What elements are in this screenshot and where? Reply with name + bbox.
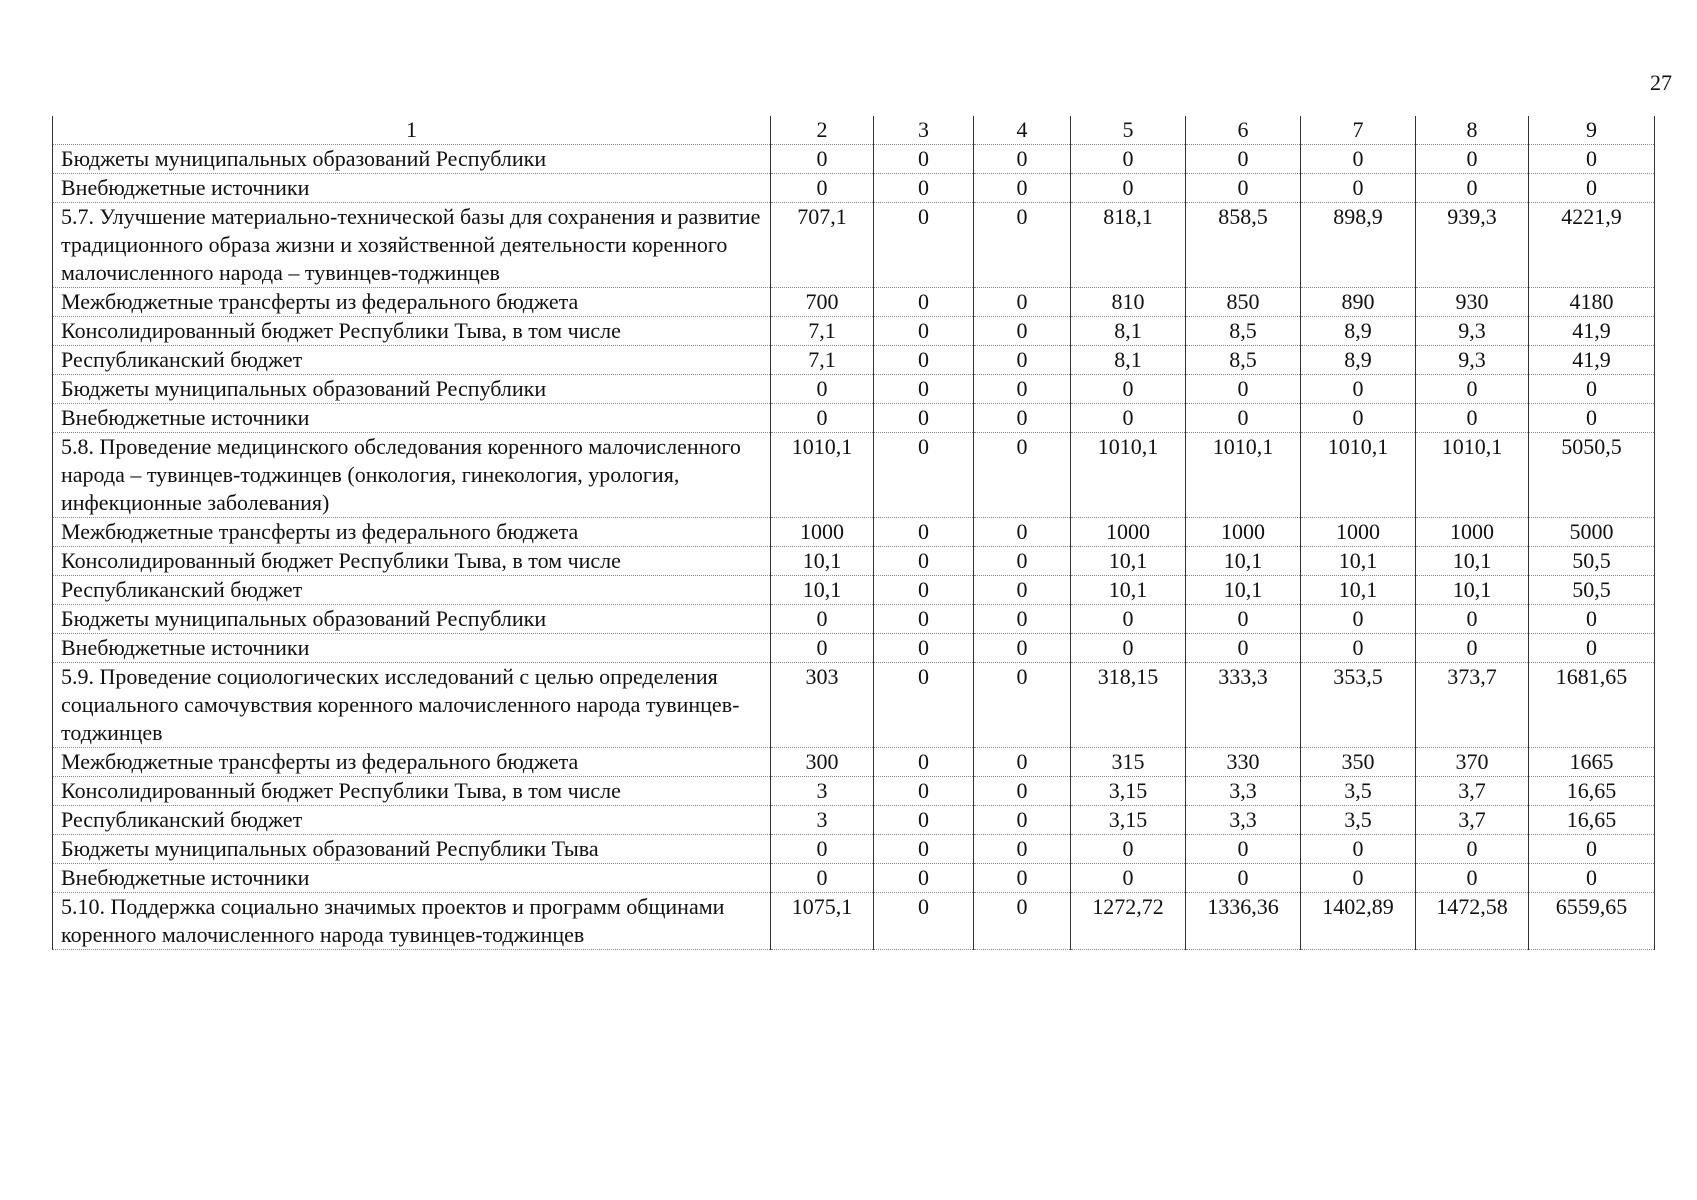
row-label: Внебюджетные источники	[53, 634, 771, 663]
row-value-col-8: 0	[1416, 404, 1529, 433]
row-value-col-5: 0	[1071, 835, 1186, 864]
row-value-col-8: 0	[1416, 174, 1529, 203]
row-value-col-8: 930	[1416, 288, 1529, 317]
row-value-col-5: 8,1	[1071, 346, 1186, 375]
row-value-col-7: 8,9	[1301, 317, 1416, 346]
row-value-col-4: 0	[974, 518, 1071, 547]
row-value-col-8: 0	[1416, 634, 1529, 663]
row-value-col-6: 3,3	[1186, 777, 1301, 806]
row-value-col-9: 50,5	[1529, 576, 1655, 605]
row-value-col-6: 1000	[1186, 518, 1301, 547]
row-value-col-6: 330	[1186, 748, 1301, 777]
row-value-col-5: 3,15	[1071, 806, 1186, 835]
row-value-col-4: 0	[974, 433, 1071, 518]
row-value-col-7: 10,1	[1301, 576, 1416, 605]
table-row	[53, 663, 1655, 748]
row-value-col-2: 700	[771, 288, 874, 317]
row-value-col-6: 1336,36	[1186, 893, 1301, 950]
row-value-col-4: 0	[974, 375, 1071, 404]
row-value-col-5: 10,1	[1071, 547, 1186, 576]
row-value-col-3: 0	[874, 317, 974, 346]
row-value-col-8: 0	[1416, 375, 1529, 404]
row-value-col-2: 7,1	[771, 346, 874, 375]
row-value-col-8: 3,7	[1416, 777, 1529, 806]
budget-table	[52, 116, 1655, 950]
row-value-col-2: 0	[771, 605, 874, 634]
row-label: Межбюджетные трансферты из федерального бюджета	[53, 518, 771, 547]
row-value-col-9: 0	[1529, 605, 1655, 634]
row-value-col-9: 0	[1529, 174, 1655, 203]
table-row	[53, 145, 1655, 174]
table-row	[53, 576, 1655, 605]
row-value-col-3: 0	[874, 547, 974, 576]
row-value-col-3: 0	[874, 518, 974, 547]
row-value-col-6: 0	[1186, 375, 1301, 404]
column-header-7: 7	[1301, 116, 1416, 145]
row-label: Межбюджетные трансферты из федерального бюджета	[53, 288, 771, 317]
row-value-col-3: 0	[874, 346, 974, 375]
row-value-col-5: 8,1	[1071, 317, 1186, 346]
row-label: Внебюджетные источники	[53, 864, 771, 893]
table-row	[53, 864, 1655, 893]
row-value-col-8: 10,1	[1416, 547, 1529, 576]
row-value-col-2: 707,1	[771, 203, 874, 288]
row-value-col-9: 0	[1529, 375, 1655, 404]
row-value-col-9: 1681,65	[1529, 663, 1655, 748]
row-value-col-7: 3,5	[1301, 806, 1416, 835]
row-value-col-9: 16,65	[1529, 806, 1655, 835]
page-number: 27	[1650, 70, 1672, 95]
row-value-col-5: 0	[1071, 404, 1186, 433]
row-value-col-7: 0	[1301, 174, 1416, 203]
row-value-col-7: 0	[1301, 404, 1416, 433]
table-row	[53, 174, 1655, 203]
row-value-col-3: 0	[874, 605, 974, 634]
row-value-col-9: 0	[1529, 864, 1655, 893]
row-value-col-3: 0	[874, 174, 974, 203]
row-value-col-5: 0	[1071, 375, 1186, 404]
row-value-col-9: 0	[1529, 835, 1655, 864]
column-header-3: 3	[874, 116, 974, 145]
row-value-col-4: 0	[974, 346, 1071, 375]
column-header-6: 6	[1186, 116, 1301, 145]
row-value-col-7: 0	[1301, 375, 1416, 404]
row-value-col-2: 0	[771, 145, 874, 174]
row-label: Бюджеты муниципальных образований Республики	[53, 145, 771, 174]
row-value-col-7: 8,9	[1301, 346, 1416, 375]
row-value-col-7: 0	[1301, 145, 1416, 174]
row-value-col-9: 6559,65	[1529, 893, 1655, 950]
row-value-col-8: 0	[1416, 605, 1529, 634]
row-value-col-6: 10,1	[1186, 547, 1301, 576]
row-value-col-7: 0	[1301, 634, 1416, 663]
column-header-9: 9	[1529, 116, 1655, 145]
row-value-col-6: 0	[1186, 145, 1301, 174]
row-label: 5.9. Проведение социологических исследований с целью определения социального самочувствия коренного малочисленного народа тувинцев-тоджинцев	[53, 663, 771, 748]
table-row	[53, 605, 1655, 634]
column-header-4: 4	[974, 116, 1071, 145]
column-header-5: 5	[1071, 116, 1186, 145]
row-value-col-6: 1010,1	[1186, 433, 1301, 518]
row-value-col-3: 0	[874, 576, 974, 605]
row-value-col-4: 0	[974, 404, 1071, 433]
row-value-col-6: 3,3	[1186, 806, 1301, 835]
row-value-col-6: 0	[1186, 174, 1301, 203]
table-header-row	[53, 116, 1655, 145]
row-value-col-9: 50,5	[1529, 547, 1655, 576]
row-value-col-5: 1000	[1071, 518, 1186, 547]
row-value-col-6: 0	[1186, 864, 1301, 893]
row-value-col-8: 0	[1416, 145, 1529, 174]
row-value-col-9: 4221,9	[1529, 203, 1655, 288]
row-value-col-7: 898,9	[1301, 203, 1416, 288]
row-value-col-2: 303	[771, 663, 874, 748]
row-value-col-9: 0	[1529, 145, 1655, 174]
row-value-col-4: 0	[974, 806, 1071, 835]
row-value-col-2: 7,1	[771, 317, 874, 346]
table-row	[53, 547, 1655, 576]
row-value-col-2: 0	[771, 634, 874, 663]
row-value-col-9: 0	[1529, 634, 1655, 663]
row-value-col-3: 0	[874, 777, 974, 806]
row-value-col-3: 0	[874, 893, 974, 950]
row-value-col-4: 0	[974, 145, 1071, 174]
row-value-col-5: 1010,1	[1071, 433, 1186, 518]
row-value-col-5: 318,15	[1071, 663, 1186, 748]
row-value-col-6: 850	[1186, 288, 1301, 317]
row-value-col-6: 8,5	[1186, 317, 1301, 346]
row-label: Бюджеты муниципальных образований Республики Тыва	[53, 835, 771, 864]
row-value-col-7: 1000	[1301, 518, 1416, 547]
row-value-col-4: 0	[974, 663, 1071, 748]
column-header-1: 1	[53, 116, 771, 145]
row-value-col-5: 3,15	[1071, 777, 1186, 806]
row-label: 5.7. Улучшение материально-технической базы для сохранения и развитие традиционного образа жизни и хозяйственной деятельности коренного малочисленного народа – тувинцев-тоджинцев	[53, 203, 771, 288]
row-value-col-9: 4180	[1529, 288, 1655, 317]
table-row	[53, 634, 1655, 663]
row-value-col-5: 0	[1071, 174, 1186, 203]
row-label: Бюджеты муниципальных образований Республики	[53, 605, 771, 634]
row-value-col-6: 0	[1186, 634, 1301, 663]
row-value-col-8: 1472,58	[1416, 893, 1529, 950]
row-value-col-2: 10,1	[771, 547, 874, 576]
row-value-col-2: 0	[771, 375, 874, 404]
row-value-col-5: 0	[1071, 634, 1186, 663]
column-header-8: 8	[1416, 116, 1529, 145]
row-value-col-3: 0	[874, 145, 974, 174]
row-value-col-7: 353,5	[1301, 663, 1416, 748]
row-value-col-7: 890	[1301, 288, 1416, 317]
row-value-col-5: 315	[1071, 748, 1186, 777]
row-value-col-5: 0	[1071, 864, 1186, 893]
table-row	[53, 288, 1655, 317]
row-value-col-3: 0	[874, 806, 974, 835]
table-row	[53, 806, 1655, 835]
row-value-col-9: 41,9	[1529, 317, 1655, 346]
row-value-col-4: 0	[974, 547, 1071, 576]
row-value-col-7: 0	[1301, 605, 1416, 634]
row-value-col-6: 333,3	[1186, 663, 1301, 748]
row-value-col-8: 9,3	[1416, 346, 1529, 375]
row-value-col-8: 3,7	[1416, 806, 1529, 835]
row-value-col-7: 10,1	[1301, 547, 1416, 576]
row-value-col-2: 0	[771, 864, 874, 893]
row-label: Бюджеты муниципальных образований Республики	[53, 375, 771, 404]
row-value-col-5: 0	[1071, 145, 1186, 174]
row-value-col-9: 16,65	[1529, 777, 1655, 806]
row-value-col-3: 0	[874, 404, 974, 433]
row-value-col-6: 0	[1186, 835, 1301, 864]
row-value-col-4: 0	[974, 288, 1071, 317]
row-value-col-4: 0	[974, 605, 1071, 634]
row-value-col-2: 0	[771, 835, 874, 864]
row-value-col-8: 373,7	[1416, 663, 1529, 748]
row-value-col-2: 3	[771, 806, 874, 835]
row-value-col-8: 370	[1416, 748, 1529, 777]
row-value-col-8: 1000	[1416, 518, 1529, 547]
row-value-col-8: 0	[1416, 835, 1529, 864]
row-value-col-4: 0	[974, 317, 1071, 346]
table-row	[53, 404, 1655, 433]
row-value-col-8: 9,3	[1416, 317, 1529, 346]
row-value-col-6: 10,1	[1186, 576, 1301, 605]
row-label: 5.10. Поддержка социально значимых проектов и программ общинами коренного малочисленного народа тувинцев-тоджинцев	[53, 893, 771, 950]
row-value-col-8: 0	[1416, 864, 1529, 893]
table-row	[53, 433, 1655, 518]
row-label: Внебюджетные источники	[53, 174, 771, 203]
row-value-col-7: 0	[1301, 835, 1416, 864]
row-value-col-4: 0	[974, 174, 1071, 203]
row-value-col-7: 0	[1301, 864, 1416, 893]
table-row	[53, 835, 1655, 864]
row-value-col-2: 1075,1	[771, 893, 874, 950]
row-label: 5.8. Проведение медицинского обследования коренного малочисленного народа – тувинцев-тоджинцев (онкология, гинекология, урология, инфекционные заболевания)	[53, 433, 771, 518]
row-value-col-7: 1402,89	[1301, 893, 1416, 950]
row-value-col-5: 818,1	[1071, 203, 1186, 288]
row-value-col-9: 41,9	[1529, 346, 1655, 375]
row-value-col-2: 10,1	[771, 576, 874, 605]
row-value-col-9: 5050,5	[1529, 433, 1655, 518]
row-value-col-5: 10,1	[1071, 576, 1186, 605]
table-row	[53, 346, 1655, 375]
row-value-col-4: 0	[974, 777, 1071, 806]
row-value-col-4: 0	[974, 893, 1071, 950]
row-value-col-8: 10,1	[1416, 576, 1529, 605]
table-row	[53, 375, 1655, 404]
table-row	[53, 777, 1655, 806]
row-value-col-4: 0	[974, 864, 1071, 893]
row-label: Внебюджетные источники	[53, 404, 771, 433]
row-label: Консолидированный бюджет Республики Тыва, в том числе	[53, 317, 771, 346]
row-value-col-6: 858,5	[1186, 203, 1301, 288]
row-value-col-8: 939,3	[1416, 203, 1529, 288]
row-value-col-6: 0	[1186, 605, 1301, 634]
row-value-col-3: 0	[874, 835, 974, 864]
row-value-col-2: 1000	[771, 518, 874, 547]
row-value-col-4: 0	[974, 748, 1071, 777]
row-label: Республиканский бюджет	[53, 346, 771, 375]
row-value-col-9: 5000	[1529, 518, 1655, 547]
row-value-col-3: 0	[874, 433, 974, 518]
row-label: Республиканский бюджет	[53, 576, 771, 605]
row-value-col-3: 0	[874, 663, 974, 748]
table-row	[53, 317, 1655, 346]
row-value-col-2: 300	[771, 748, 874, 777]
row-label: Консолидированный бюджет Республики Тыва, в том числе	[53, 547, 771, 576]
table-row	[53, 748, 1655, 777]
row-value-col-3: 0	[874, 864, 974, 893]
row-value-col-8: 1010,1	[1416, 433, 1529, 518]
row-value-col-2: 0	[771, 174, 874, 203]
row-value-col-7: 350	[1301, 748, 1416, 777]
row-value-col-3: 0	[874, 748, 974, 777]
row-label: Межбюджетные трансферты из федерального бюджета	[53, 748, 771, 777]
row-value-col-3: 0	[874, 375, 974, 404]
row-value-col-5: 810	[1071, 288, 1186, 317]
row-value-col-6: 0	[1186, 404, 1301, 433]
table-row	[53, 203, 1655, 288]
table-body	[53, 145, 1655, 950]
row-value-col-2: 0	[771, 404, 874, 433]
row-label: Консолидированный бюджет Республики Тыва, в том числе	[53, 777, 771, 806]
row-value-col-4: 0	[974, 835, 1071, 864]
column-header-2: 2	[771, 116, 874, 145]
row-value-col-7: 1010,1	[1301, 433, 1416, 518]
table-row	[53, 893, 1655, 950]
row-value-col-3: 0	[874, 203, 974, 288]
row-value-col-2: 3	[771, 777, 874, 806]
row-value-col-9: 1665	[1529, 748, 1655, 777]
row-value-col-2: 1010,1	[771, 433, 874, 518]
row-value-col-4: 0	[974, 576, 1071, 605]
row-value-col-7: 3,5	[1301, 777, 1416, 806]
row-value-col-5: 0	[1071, 605, 1186, 634]
row-value-col-3: 0	[874, 634, 974, 663]
row-label: Республиканский бюджет	[53, 806, 771, 835]
row-value-col-3: 0	[874, 288, 974, 317]
row-value-col-4: 0	[974, 203, 1071, 288]
table-row	[53, 518, 1655, 547]
row-value-col-5: 1272,72	[1071, 893, 1186, 950]
row-value-col-6: 8,5	[1186, 346, 1301, 375]
row-value-col-4: 0	[974, 634, 1071, 663]
row-value-col-9: 0	[1529, 404, 1655, 433]
